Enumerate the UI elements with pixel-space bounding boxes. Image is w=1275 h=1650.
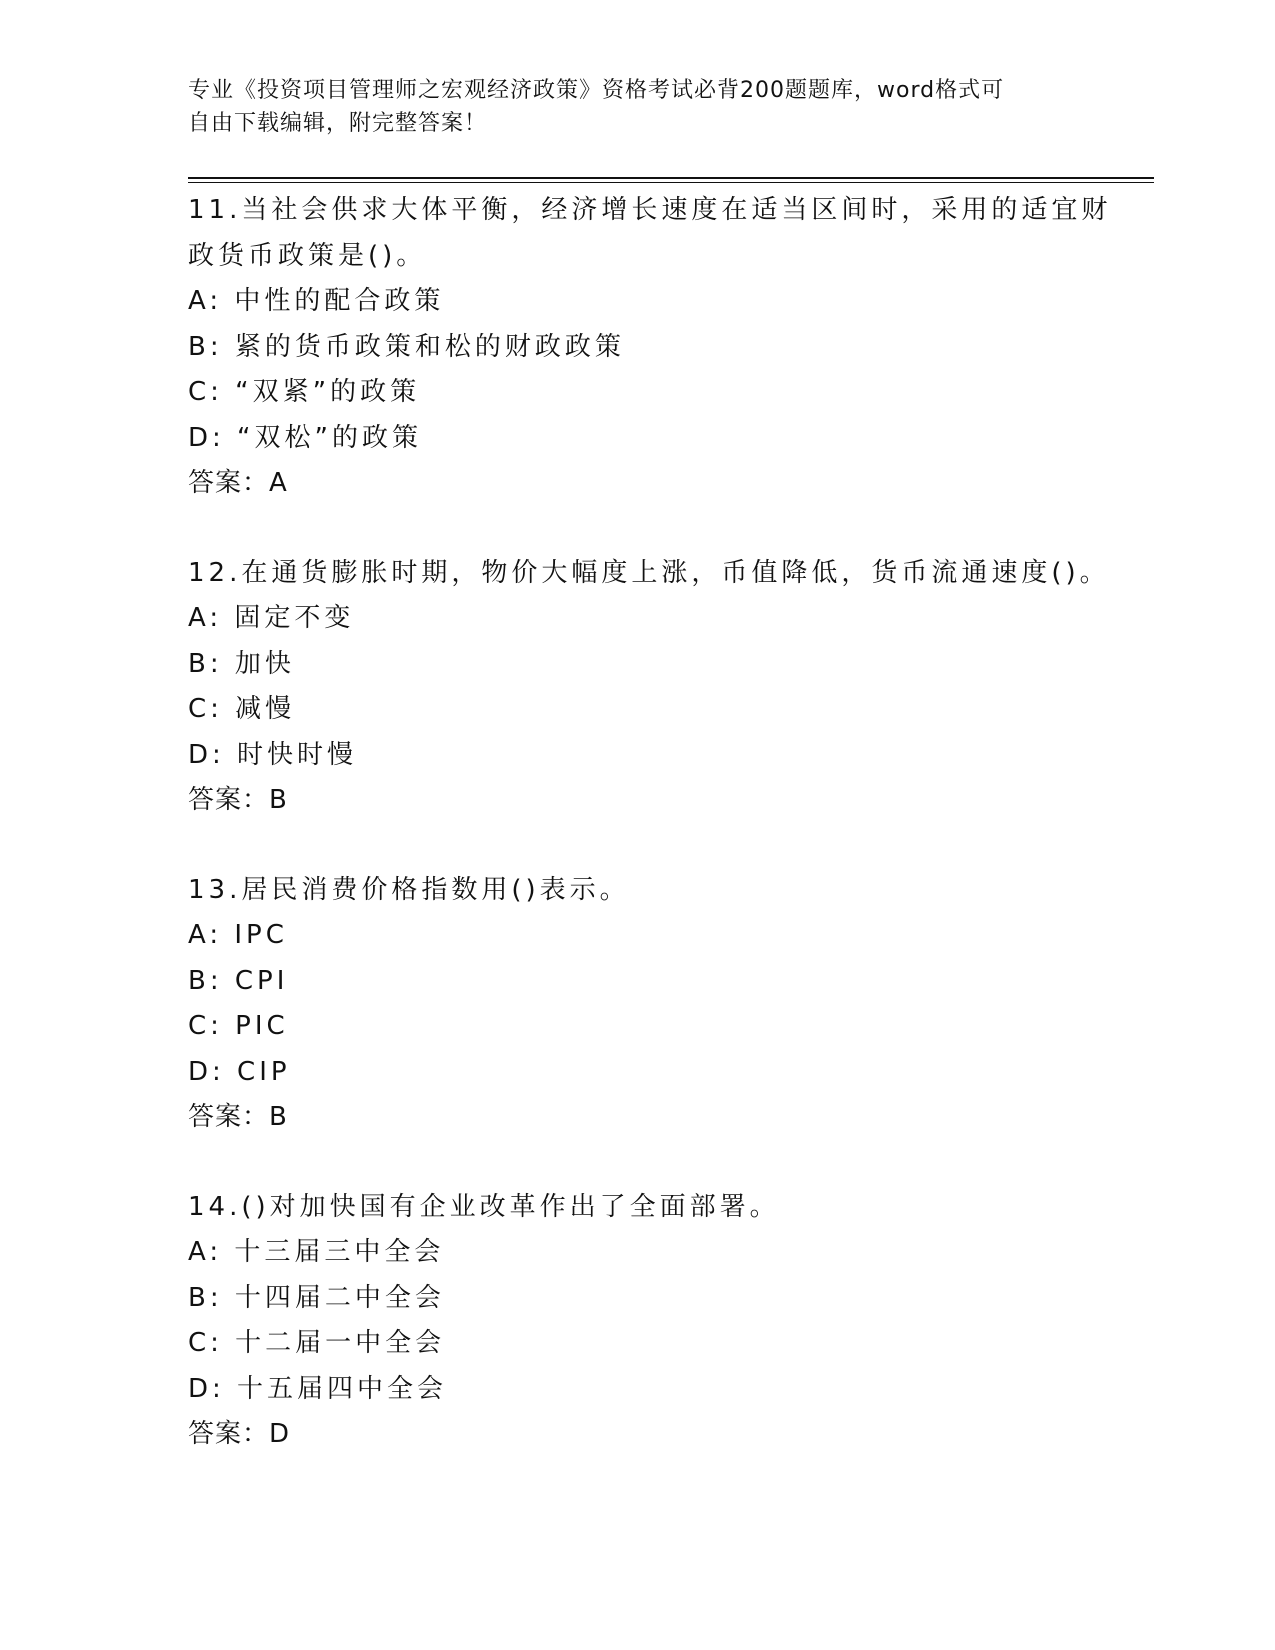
question-12 — [188, 551, 1110, 824]
option-c: C: PIC — [188, 1011, 289, 1041]
question-13 — [188, 868, 1088, 1141]
option-d: D: 十五届四中全会 — [188, 1373, 448, 1404]
header-title-line1: 专业《投资项目管理师之宏观经济政策》资格考试必背200题题库，word格式可 — [188, 78, 1005, 103]
header-divider-thick — [188, 177, 1154, 179]
option-c: C: “双紧”的政策 — [188, 377, 421, 407]
question-stem-continued: 政货币政策是()。 — [188, 240, 427, 271]
option-a: A: IPC — [188, 920, 288, 950]
answer-line: 答案：B — [188, 785, 288, 815]
option-d: D: 时快时慢 — [188, 739, 358, 770]
question-stem: 12.在通货膨胀时期，物价大幅度上涨，币值降低，货币流通速度()。 — [188, 557, 1110, 588]
answer-line: 答案：B — [188, 1102, 288, 1132]
question-stem: 14.()对加快国有企业改革作出了全面部署。 — [188, 1191, 780, 1222]
question-stem: 11.当社会供求大体平衡，经济增长速度在适当区间时，采用的适宜财 — [188, 195, 1112, 225]
option-d: D: CIP — [188, 1056, 291, 1087]
answer-line: 答案：A — [188, 468, 288, 498]
option-b: B: 加快 — [188, 648, 295, 679]
option-d: D: “双松”的政策 — [188, 422, 422, 453]
option-c: C: 十二届一中全会 — [188, 1328, 446, 1358]
option-b: B: CPI — [188, 965, 289, 996]
question-list — [188, 188, 1112, 1502]
header-title-line2: 自由下载编辑，附完整答案！ — [188, 111, 488, 136]
document-header — [188, 74, 1068, 140]
option-b: B: 十四届二中全会 — [188, 1282, 445, 1313]
question-11 — [188, 188, 1112, 507]
question-14 — [188, 1185, 1088, 1458]
option-a: A: 固定不变 — [188, 603, 355, 633]
header-divider-thin — [188, 182, 1154, 183]
option-b: B: 紧的货币政策和松的财政政策 — [188, 331, 625, 362]
question-stem: 13.居民消费价格指数用()表示。 — [188, 874, 630, 905]
option-c: C: 减慢 — [188, 694, 296, 724]
option-a: A: 中性的配合政策 — [188, 286, 445, 316]
answer-line: 答案：D — [188, 1419, 291, 1449]
option-a: A: 十三届三中全会 — [188, 1237, 445, 1267]
